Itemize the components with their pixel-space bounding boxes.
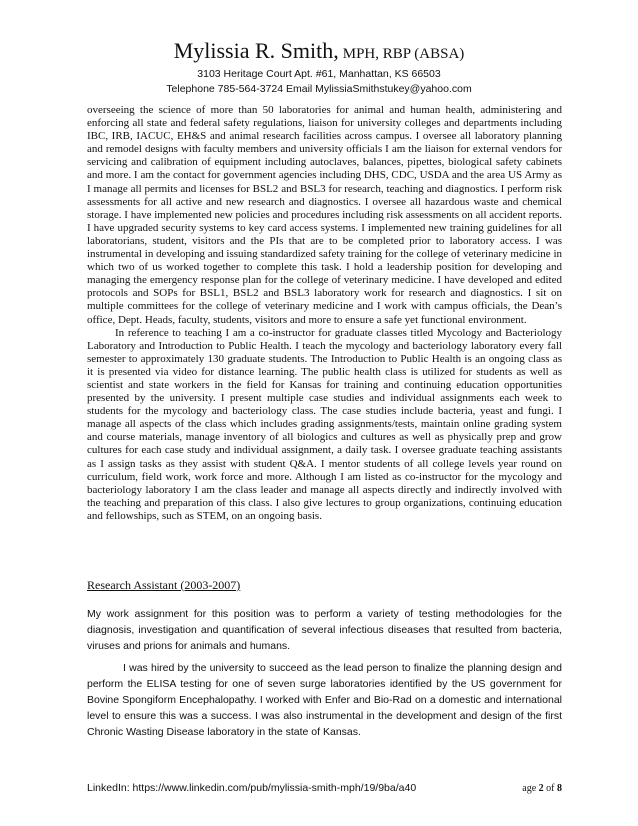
address-line: 3103 Heritage Court Apt. #61, Manhattan, KS 66503 — [197, 68, 441, 80]
linkedin-link[interactable]: LinkedIn: https://www.linkedin.com/pub/mylissia-smith-mph/19/9ba/a40 — [87, 782, 417, 794]
page-prefix: age — [522, 783, 537, 794]
candidate-name: Mylissia R. Smith, — [173, 38, 339, 63]
page-total: 8 — [557, 783, 562, 794]
section-paragraph-2: I was hired by the university to succeed as the lead person to finalize the planning design and perform the ELISA testing for one of seven surge laboratories identified by the US government for Bovine Spongiform Encephalopathy. I worked with Enfer and Bio-Rad on a domestic and international level to ensure this was a success. I was also instrumental in the development and design of the first Chronic Wasting Disease laboratory in the state of Kansas. — [87, 662, 562, 738]
section-paragraph-1: My work assignment for this position was to perform a variety of testing methodologies for the diagnosis, investigation and quantification of several infectious diseases that resulted from bacteria, viruses and prions for animals and humans. — [87, 608, 562, 652]
teaching-paragraph: In reference to teaching I am a co-instructor for graduate classes titled Mycology and Bacteriology Laboratory and Introduction to Public Health. I teach the mycology and bacteriology laboratory every fall semester to approximately 130 graduate students. The Introduction to Public Health is an ongoing class as it is presented via video for distance learning. The public health class is utilized for students as well as scientist and state workers in the field for Kansas for training and continuing education opportunities presented by the university. I present multiple case studies and individual assignments each week to students for the mycology and bacteriology class. The case studies include bacteria, yeast and fungi. I manage all aspects of the class which includes grading assignments/tests, maintain online grading system and course materials, manage inventory of all biologics and cultures as well as physically prep and grow cultures for each case study and individual assignment, a daily task. I oversee graduate teaching assistants as I assign tasks as they assist with student Q&A. I mentor students of all college levels year round on curriculum, field work, work force and more. Although I am listed as co-instructor for the mycology and bacteriology laboratory I am the class leader and manage all aspects directly and indirectly involved with the teaching and preparation of this class. I also give lectures to group organizations, continuing education and fellowships, such as STEM, on an ongoing basis. — [87, 326, 562, 522]
page-footer — [87, 782, 562, 798]
duties-paragraph: overseeing the science of more than 50 laboratories for animal and human health, administering and enforcing all state and federal safety regulations, liaison for university colleges and departments including IBC, IRB, IACUC, EH&S and animal research facilities across campus. I oversee all laboratory planning and remodel designs with faculty members and university officials I am the liaison for external vendors for servicing and calibration of equipment including autoclaves, balances, pipettes, biological safety cabinets and more. I am the contact for government agencies including DHS, CDC, USDA and the area US Army as I manage all permits and licenses for BSL2 and BSL3 for research, teaching and diagnostics. I perform risk assessments for all active and new research and diagnostics. I oversee all hazardous waste and chemical storage. I have implemented new policies and procedures including risk assessments on all accident reports. I have upgraded security systems to key card access systems. I implemented new training guidelines for all laboratorians, student, visitors and the PIs that are to be completed prior to laboratory access. I was instrumental in developing and issuing standardized safety training for the college of veterinary medicine in which two of us worked together to complete this task. I hold a leadership position for developing and managing the emergency response plan for the college of veterinary medicine. I have developed and edited protocols and SOPs for BSL1, BSL2 and BSL3 laboratory work for research and diagnostics. I sit on multiple committees for the college of veterinary medicine and I work with campus officials, the Dean’s office, Dept. Heads, faculty, students, visitors and more to ensure a safe yet functional environment. — [87, 104, 562, 326]
section-body — [87, 606, 562, 740]
experience-body — [87, 104, 562, 523]
contact-line: Telephone 785-564-3724 Email MylissiaSmithstukey@yahoo.com — [166, 83, 472, 95]
resume-header — [0, 38, 638, 97]
page-current: 2 — [538, 783, 544, 794]
page-of: of — [546, 783, 555, 794]
name-line — [0, 38, 638, 67]
section-heading: Research Assistant (2003-2007) — [87, 578, 241, 592]
page-number — [522, 783, 562, 794]
candidate-credentials: MPH, RBP (ABSA) — [342, 46, 465, 62]
